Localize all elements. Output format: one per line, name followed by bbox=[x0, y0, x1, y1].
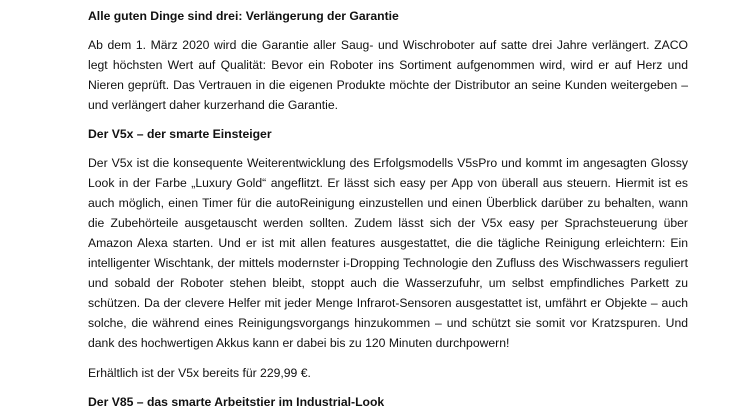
paragraph-v5x-description: Der V5x ist die konsequente Weiterentwicklung des Erfolgsmodells V5sPro und kommt im angesagten Glossy Look in der Farbe „Luxury Gold“ angeflitzt. Er lässt sich easy per App von überall aus steuern. Hiermit ist es auch möglich, einen Timer für die autoReinigung einzustellen und einen Überblick darüber zu behalten, wann die Zubehörteile ausgetauscht werden sollten. Zudem lässt sich der V5x easy per Sprachsteuerung über Amazon Alexa starten. Und er ist mit allen features ausgestattet, die die tägliche Reinigung erleichtern: Ein intelligenter Wischtank, der mittels modernster i-Dropping Technologie den Zufluss des Wischwassers reguliert und sobald der Roboter stehen bleibt, stoppt auch die Wasserzufuhr, um selbst empfindliches Parkett zu schützen. Da der clevere Helfer mit jeder Menge Infrarot-Sensoren ausgestattet ist, umfährt er Objekte – auch solche, die während eines Reinigungsvorgangs hinzukommen – und schützt sie somit vor Kratzspuren. Und dank des hochwertigen Akkus kann er dabei bis zu 120 Minuten durchpowern! bbox=[88, 156, 688, 350]
heading-v5x: Der V5x – der smarte Einsteiger bbox=[88, 127, 272, 141]
heading-warranty: Alle guten Dinge sind drei: Verlängerung der Garantie bbox=[88, 9, 399, 23]
paragraph-v5x-price: Erhältlich ist der V5x bereits für 229,99 €. bbox=[88, 366, 311, 380]
heading-v85: Der V85 – das smarte Arbeitstier im Industrial-Look bbox=[88, 395, 385, 409]
paragraph-warranty: Ab dem 1. März 2020 wird die Garantie aller Saug- und Wischroboter auf satte drei Jahre verlängert. ZACO legt höchsten Wert auf Qualität: Bevor ein Roboter ins Sortiment aufgenommen wird, wird er auf Herz und Nieren geprüft. Das Vertrauen in die eigenen Produkte möchte der Distributor an seine Kunden weitergeben – und verlängert daher kurzerhand die Garantie. bbox=[88, 38, 688, 112]
